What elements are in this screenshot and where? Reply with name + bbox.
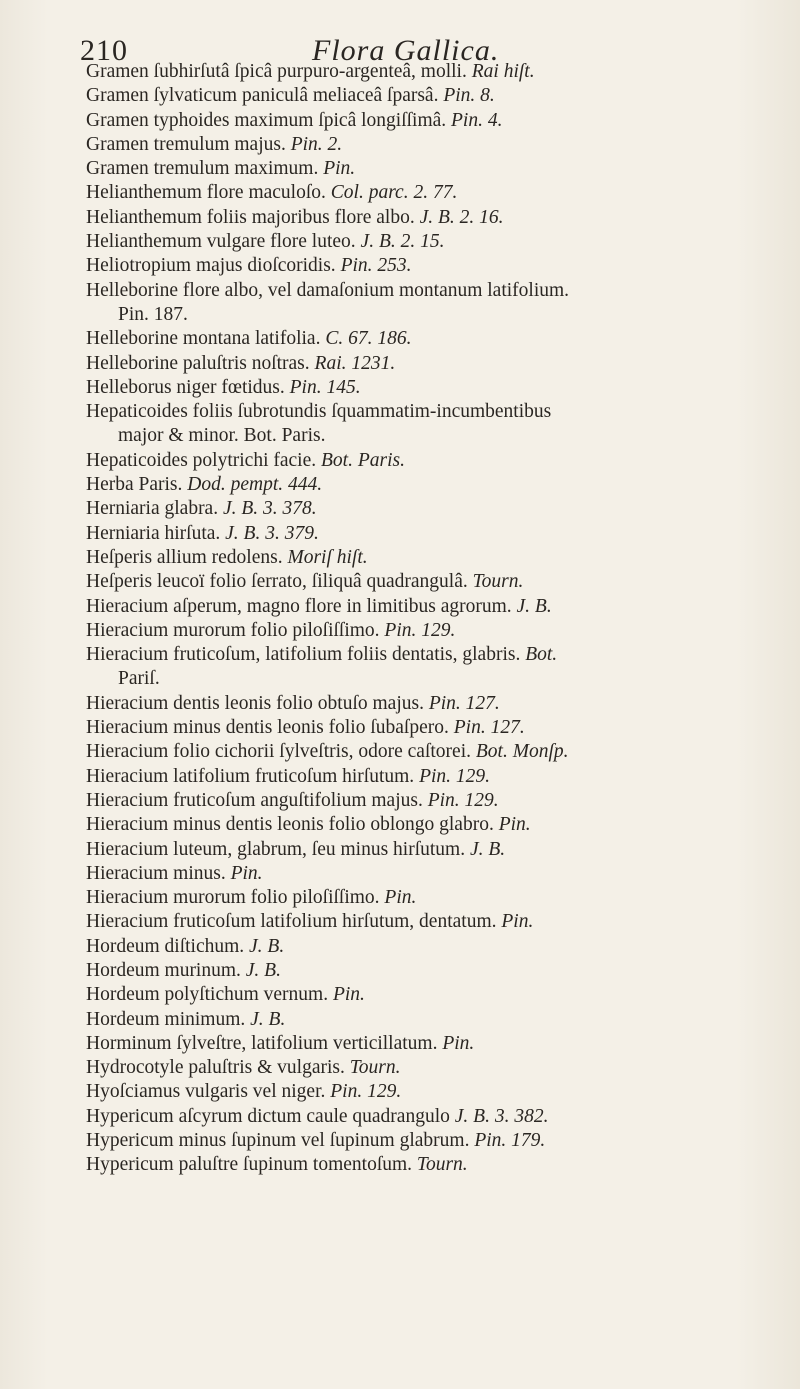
entry-reference: Dod. pempt. 444. (187, 474, 323, 496)
index-entry (86, 1008, 786, 1032)
entry-reference: Moriſ hiſt. (287, 546, 368, 568)
index-entry (86, 497, 786, 521)
entry-reference: Bot. Paris. (321, 449, 405, 471)
entry-name: Hypericum paluſtre ſupinum tomentoſum. (86, 1154, 413, 1176)
index-entry (86, 1105, 786, 1129)
page-number: 210 (80, 34, 128, 67)
index-entry (86, 1056, 786, 1080)
index-entry (86, 886, 786, 910)
entry-reference: Bot. (525, 644, 558, 666)
entry-reference: Tourn. (472, 571, 524, 593)
entry-reference: J. B. 3. 379. (225, 522, 319, 544)
index-entry (86, 595, 786, 619)
entry-name: Heſperis allium redolens. (86, 546, 283, 568)
index-entry (86, 570, 786, 594)
index-entry (86, 619, 786, 643)
entry-reference: Pin. 179. (474, 1130, 546, 1152)
index-entry (86, 765, 786, 789)
entry-name: Helianthemum foliis majoribus flore albo. (86, 206, 415, 228)
entry-reference: Pin. 4. (451, 109, 503, 131)
index-entry (86, 643, 786, 692)
entry-reference: Rai. 1231. (314, 352, 396, 374)
entry-reference: Pin. 127. (453, 717, 525, 739)
index-entry (86, 279, 786, 328)
entry-name: Hieracium murorum folio piloſiſſimo. (86, 887, 380, 909)
entry-name: Herba Paris. (86, 474, 183, 496)
index-entry (86, 522, 786, 546)
entry-name: Hieracium folio cichorii ſylveſtris, odore caſtorei. (86, 741, 471, 763)
entry-name: Heſperis leucoï folio ſerrato, ſiliquâ quadrangulâ. (86, 571, 468, 593)
entry-reference: Tourn. (349, 1057, 401, 1079)
entry-name: Hepaticoides polytrichi facie. (86, 449, 317, 471)
entry-reference: J. B. 2. 16. (419, 206, 504, 228)
entry-name: Gramen ſubhirſutâ ſpicâ purpuro-argenteâ, molli. (86, 61, 467, 82)
entry-name: Helleborine montana latifolia. (86, 328, 321, 350)
running-title: Flora Gallica. (312, 34, 500, 67)
entry-name: Hieracium minus dentis leonis folio ſubaſpero. (86, 717, 449, 739)
entry-name: Hieracium fruticoſum anguſtifolium majus. (86, 789, 423, 811)
entry-name: Hordeum minimum. (86, 1008, 246, 1030)
entry-name: Herniaria glabra. (86, 498, 219, 520)
entry-reference: Pin. (384, 887, 417, 909)
entry-name: Hordeum murinum. (86, 959, 241, 981)
index-entry (86, 1032, 786, 1056)
entry-name: Herniaria hirſuta. (86, 522, 221, 544)
index-entry (86, 449, 786, 473)
entry-name: Helleborine flore albo, vel damaſonium montanum latifolium. (86, 279, 570, 301)
entry-continuation: major & minor. Bot. Paris. (118, 425, 326, 447)
index-entry (86, 206, 786, 230)
index-entry (86, 813, 786, 837)
entry-name: Hydrocotyle paluſtris & vulgaris. (86, 1057, 345, 1079)
entry-reference: Pin. 129. (419, 765, 491, 787)
entry-reference: Pin. (501, 911, 534, 933)
entry-name: Hordeum diſtichum. (86, 935, 245, 957)
entry-name: Hieracium fruticoſum, latifolium foliis dentatis, glabris. (86, 644, 521, 666)
entry-reference: J. B. (469, 838, 506, 860)
entry-reference: Pin. (323, 158, 356, 180)
entry-name: Helianthemum flore maculoſo. (86, 182, 326, 204)
entry-reference: J. B. (245, 959, 281, 981)
entry-reference: Rai hiſt. (471, 61, 535, 82)
index-entry (86, 740, 786, 764)
index-entry (86, 352, 786, 376)
entry-name: Hieracium latifolium fruticoſum hirſutum. (86, 765, 415, 787)
index-entry (86, 84, 786, 108)
index-entry (86, 327, 786, 351)
index-entry (86, 716, 786, 740)
index-entry (86, 376, 786, 400)
entry-name: Helleborus niger fœtidus. (86, 376, 285, 398)
index-entry (86, 473, 786, 497)
index-entry (86, 692, 786, 716)
entry-name: Helianthemum vulgare flore luteo. (86, 231, 356, 253)
entry-name: Helleborine paluſtris noſtras. (86, 352, 310, 374)
entry-reference: Tourn. (416, 1154, 468, 1176)
entry-continuation: Pin. 187. (118, 303, 188, 325)
index-entry (86, 959, 786, 983)
entry-reference: C. 67. 186. (325, 328, 412, 350)
entry-continuation: Pariſ. (118, 668, 160, 690)
entry-name: Gramen typhoides maximum ſpicâ longiſſimâ. (86, 109, 447, 131)
entry-reference: Pin. 253. (340, 255, 412, 277)
index-entry (86, 157, 786, 181)
entry-name: Gramen tremulum maximum. (86, 158, 319, 180)
entry-reference: J. B. (249, 935, 285, 957)
index-entry (86, 935, 786, 959)
entry-reference: J. B. (516, 595, 552, 617)
entry-reference: J. B. 3. 378. (222, 498, 317, 520)
entry-name: Hieracium dentis leonis folio obtuſo majus. (86, 692, 424, 714)
entry-name: Hieracium aſperum, magno flore in limitibus agrorum. (86, 595, 512, 617)
entry-reference: Pin. 129. (384, 619, 456, 641)
index-entry (86, 1153, 786, 1177)
index-entry (86, 400, 786, 449)
index-entry (86, 789, 786, 813)
entry-reference: Pin. (230, 862, 263, 884)
plant-index-list (86, 60, 786, 1178)
index-entry (86, 983, 786, 1007)
entry-name: Hordeum polyſtichum vernum. (86, 984, 329, 1006)
index-entry (86, 1129, 786, 1153)
entry-reference: Pin. (498, 814, 531, 836)
entry-name: Hieracium fruticoſum latifolium hirſutum, dentatum. (86, 911, 497, 933)
entry-name: Hieracium minus. (86, 862, 226, 884)
entry-reference: Pin. (442, 1032, 475, 1054)
index-entry (86, 546, 786, 570)
entry-name: Heliotropium majus dioſcoridis. (86, 255, 336, 277)
entry-name: Hieracium minus dentis leonis folio oblongo glabro. (86, 814, 494, 836)
entry-reference: Pin. 8. (443, 85, 495, 107)
entry-reference: J. B. (250, 1008, 286, 1030)
index-entry (86, 254, 786, 278)
index-entry (86, 910, 786, 934)
entry-reference: Col. parc. 2. 77. (330, 182, 458, 204)
index-entry (86, 133, 786, 157)
entry-reference: Pin. 129. (330, 1081, 402, 1103)
entry-name: Hypericum aſcyrum dictum caule quadrangulo (86, 1105, 450, 1127)
entry-name: Hieracium murorum folio piloſiſſimo. (86, 619, 380, 641)
entry-reference: J. B. 3. 382. (454, 1105, 549, 1127)
entry-name: Hyoſciamus vulgaris vel niger. (86, 1081, 326, 1103)
index-entry (86, 838, 786, 862)
index-entry (86, 230, 786, 254)
entry-name: Horminum ſylveſtre, latifolium verticillatum. (86, 1032, 438, 1054)
entry-name: Hieracium luteum, glabrum, ſeu minus hirſutum. (86, 838, 466, 860)
index-entry (86, 1080, 786, 1104)
entry-reference: Pin. (332, 984, 365, 1006)
entry-name: Gramen tremulum majus. (86, 133, 286, 155)
entry-reference: Pin. 145. (289, 376, 361, 398)
index-entry (86, 109, 786, 133)
entry-reference: Pin. 127. (428, 692, 500, 714)
entry-name: Hypericum minus ſupinum vel ſupinum glabrum. (86, 1130, 470, 1152)
entry-reference: Pin. 2. (290, 133, 343, 155)
index-entry (86, 862, 786, 886)
entry-reference: J. B. 2. 15. (360, 231, 445, 253)
entry-name: Gramen ſylvaticum paniculâ meliaceâ ſparsâ. (86, 85, 439, 107)
entry-reference: Bot. Monſp. (475, 741, 569, 763)
entry-name: Hepaticoides foliis ſubrotundis ſquammatim-incumbentibus (86, 401, 552, 423)
entry-reference: Pin. 129. (427, 789, 499, 811)
index-entry (86, 181, 786, 205)
index-entry (86, 60, 786, 84)
